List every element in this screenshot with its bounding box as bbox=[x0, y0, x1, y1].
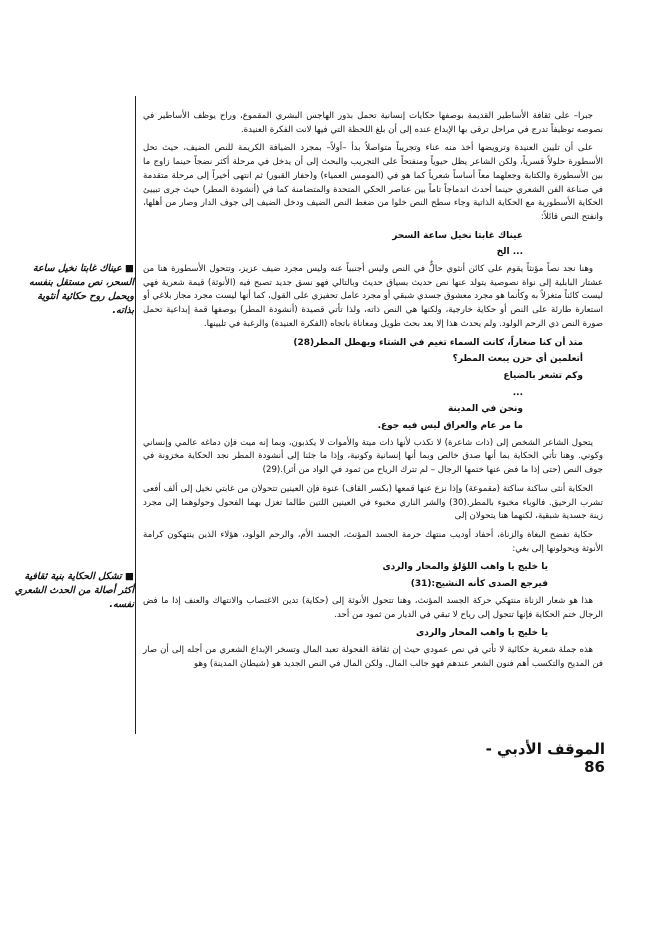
paragraph: هذا هو شعار الزناة منتهكي حركة الجسد المؤنث، وهنا تتحول الأنوثة إلى (حكاية) تدين الاغتصاب والانتهاك والعنف إذا ما فض الرجال ختم الحكاية فإنها تتحول إلى رياح لا تبقي في الديار من ثمود من أحد. bbox=[143, 595, 603, 620]
margin-note bbox=[14, 262, 134, 318]
poem-verse: ما مر عام والعراق ليس فيه جوع. bbox=[377, 421, 523, 432]
paragraph: حكاية تفضح البغاة والزناة، أحفاد أوديب منتهك حرمة الجسد المؤنث، الجسد الأم، والرحم الولود، هؤلاء الذين ينتهكون كرامة الأنوثة ويحولونها إلى بغي: bbox=[143, 529, 603, 554]
poem-verse: يا خليج يا واهب اللؤلؤ والمحار والردى bbox=[382, 562, 548, 573]
paragraph: وهنا نجد نصاً مؤنثاً يقوم على كائن أنثوي حالٌّ في النص وليس أجنبياً عنه وليس مجرد ضيف عزيز، وتتحول الأسطورة هنا من عشتار البابلية إلى نواة نصوصية يتولد عنها نص حديث بسياق حديث وبالتالي فهو نسق جديد تصبح فيه (الأنوثة) قيمة شعرية فهي ليست كائناً متغزلاً به وكأنما هو مجرد معشوق جسدي شبقي أو مجرد عامل تحفيزي على القول، كما أنها ليست مجرد مجاز بلاغي أو استعارة طارئة على النص أو حكاية خارجية، ولكنها هي النص ذاته، ولذا تأتي قصيدة (أنشودة المطر) بوصفها قمة إبداعية تحمل صورة النص ذي الرحم الولود. ولم يحدث هذا إلا بعد بحث طويل ومعاناة باتجاه (الفكرة العنيدة) والرغبة في تليينها. bbox=[143, 264, 603, 329]
article-body bbox=[143, 110, 603, 676]
page-footer: الموقف الأدبي - 86 bbox=[485, 740, 605, 776]
poem-verse: منذ أن كنا صغاراً، كانت السماء تغيم في الشتاء ويهطل المطر(28) bbox=[293, 337, 583, 348]
poem-verse: وكم تشعر بالضياع bbox=[503, 370, 583, 381]
poem-verse: ... bbox=[512, 387, 523, 398]
paragraph: على أن تليين العنيدة وترويضها أخذ منه عناء وتجريباً متواصلاً بدأ –أولاً– بمجرد الضيافة الكريمة للنص الضيف، حيث تحل الأسطورة حلولاً قسرياً، ولكن الشاعر يظل حيوياً ومنفتحاً على التجريب والبحث إلى أن يدخل في مرحلة أكثر نضجاً حينما زاوج ما بين الأسطورة والكتابة وجعلهما معاً أساساً شعرياً كما هو في (المومس العمياء) و(حفار القبور) ثم انتهى أخيراً إلى مرحلة متقدمة في صناعة الفن الشعري حينما أحدث اندماجاً تاماً بين عناصر الحكي المتحدة والمتضامنة كما في (أنشودة المطر) حيث جرى تبييئ الحكاية الأسطورية مع الحكاية الذاتية وجاء سطح النص خلوا من ضغط النص الضيف ودخل الضيف إلى جوف الدار وصار من أهلها، وانفتح النص قائلاً: bbox=[143, 143, 603, 222]
margin-note bbox=[14, 570, 134, 612]
poem-verse: يا خليج يا واهب المحار والردى bbox=[415, 628, 548, 639]
paragraph: هذه جملة شعرية حكائية لا تأتي في نص عمودي حيث إن ثقافة الفحولة تعبد المال وتسخر الإبداع الشعري من أجله إلى أن صار فن المديح والتكسب أهم فنون الشعر عندهم فهو جالب المال. ولكن المال في النص الجديد هو (شيطان المدينة) وهو bbox=[143, 644, 603, 669]
poem-verse: أتعلمين أي حزن يبعث المطر؟ bbox=[452, 354, 583, 365]
margin-note-text: تشكل الحكاية بنية ثقافية أكثر أصالة من الحدث الشعري نفسه. bbox=[14, 571, 134, 610]
poem-verse: ونحن في المدينة bbox=[447, 404, 523, 415]
poem-verse: فيرجع الصدى كأنه النشيج:(31) bbox=[410, 579, 548, 590]
poem-verse: ... الخ bbox=[496, 247, 523, 258]
margin-divider-line bbox=[135, 96, 136, 734]
margin-note-text: عيناك غابتا نخيل ساعة السحر، نص مستقل بنفسه ويحمل روح حكائية أنثوية بذاته. bbox=[29, 263, 134, 316]
poem-verse: عيناك غابتا نخيل ساعة السحر bbox=[392, 230, 523, 241]
bullet-square-icon: ■ bbox=[125, 571, 134, 582]
paragraph: الحكاية أنثى ساكنة ساكتة (مقموعة) وإذا نزع عنها قمعها (بكسر القاف) عنوة فإن العينين تتحولان من غابتي نخيل إلى ألف أفعى تشرب الرحيق. فالوباء مخبوء بالمطر.(30) والشر الناري مخبوء في العينين اللتين طالما تغزل بهما الفحول وحولوهما إلى مجرد زينة جسدية شبقية، لكنهما هنا يتحولان إلى bbox=[143, 483, 603, 522]
bullet-square-icon: ■ bbox=[125, 263, 134, 274]
paragraph: جبرا– على ثقافة الأساطير القديمة بوصفها حكايات إنسانية تحمل بذور الهاجس البشري المقموع، وراح يوظف الأساطير في نصوصه توظيفاً تدرج في مراحل ترقى بها الإبداع عنده إلى أن بلغ اللحظة التي فيها لانت الفكرة العنيدة. bbox=[143, 111, 603, 135]
paragraph: يتحول الشاعر الشخص إلى (ذات شاعرة) لا تكذب لأنها ذات ميتة والأموات لا يكذبون، وبما إنه ميت فإن دماغه عالمي وإنساني وكوني. وهنا تأتي الحكاية بما أنها صدق خالص وبما أنها إنسانية وكونية، وإذا ما جئنا إلى أنشودة المطر نجد الحكاية مخزونة في جوف النص (حتى إذا ما فض عنها ختمها الرجال – لم تترك الرياح من ثمود في الواد من أثر).(29) bbox=[143, 437, 603, 476]
